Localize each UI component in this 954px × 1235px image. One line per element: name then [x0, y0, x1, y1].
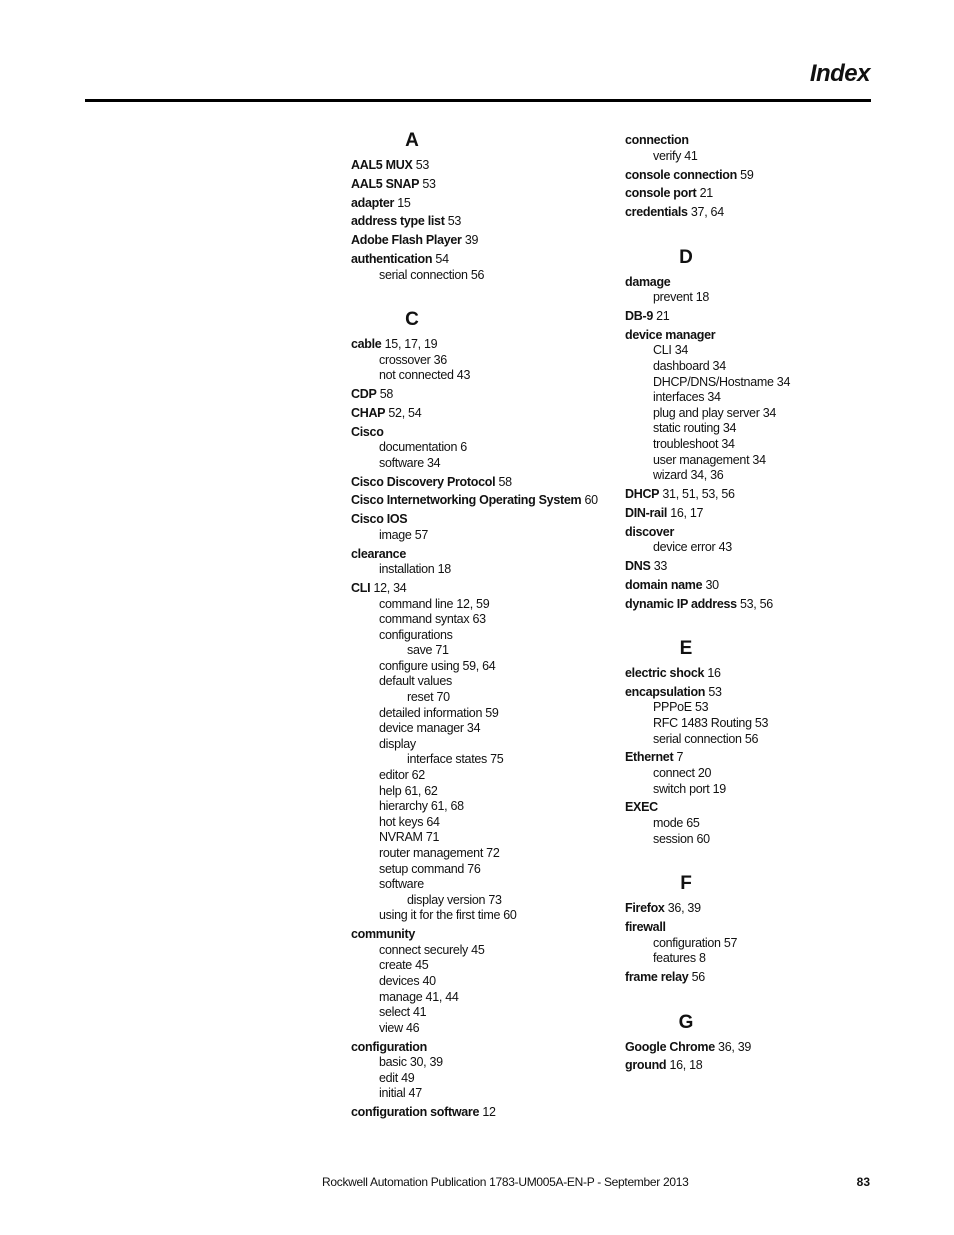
- index-section: [625, 247, 895, 612]
- index-subentry: basic 30, 39: [379, 1055, 443, 1070]
- index-subentry: hierarchy 61, 68: [379, 799, 464, 814]
- index-subsubentry: interface states 75: [407, 752, 504, 767]
- index-entry: [625, 506, 895, 522]
- index-section: [351, 130, 621, 283]
- index-subentry: connect 20: [653, 766, 712, 781]
- index-term: Adobe Flash Player: [351, 233, 462, 248]
- index-term: AAL5 SNAP: [351, 176, 420, 191]
- index-subentry: configurations: [379, 627, 453, 642]
- index-term: domain name: [625, 577, 703, 592]
- index-pages: 21: [656, 309, 670, 324]
- index-term: DHCP: [625, 487, 660, 501]
- index-term: community: [351, 927, 415, 942]
- index-pages: 31, 51, 53, 56: [662, 487, 735, 501]
- index-subentry: setup command 76: [379, 861, 481, 876]
- index-pages: 52, 54: [388, 405, 422, 420]
- index-entry: [625, 1058, 895, 1074]
- index-term: frame relay: [625, 969, 689, 984]
- index-subentry: NVRAM 71: [379, 830, 440, 845]
- index-subentry: serial connection 56: [653, 731, 759, 746]
- index-pages: 33: [653, 558, 667, 573]
- index-term: AAL5 MUX: [351, 158, 413, 172]
- index-subentry: DHCP/DNS/Hostname 34: [653, 374, 791, 389]
- index-subentry: manage 41, 44: [379, 989, 459, 1004]
- index-subentry: router management 72: [379, 846, 500, 860]
- index-pages: 53: [415, 158, 429, 172]
- index-subentry: plug and play server 34: [653, 405, 777, 420]
- index-subentry: switch port 19: [653, 781, 726, 796]
- index-entry: [625, 666, 895, 682]
- index-subentry: PPPoE 53: [653, 700, 709, 715]
- index-term: EXEC: [625, 800, 658, 815]
- index-subentry: hot keys 64: [379, 814, 440, 829]
- index-entry: [351, 425, 621, 441]
- section-letter: A: [405, 130, 419, 151]
- index-entry: [625, 168, 895, 184]
- index-pages: 58: [379, 387, 393, 402]
- index-subentry: display: [379, 736, 416, 751]
- index-section: [625, 873, 895, 985]
- index-term: credentials: [625, 205, 688, 220]
- index-subentry: image 57: [379, 527, 429, 542]
- index-entry: [351, 581, 621, 597]
- index-subentry: software 34: [379, 455, 441, 470]
- index-entry: [351, 927, 621, 943]
- index-term: console connection: [625, 167, 737, 182]
- index-term: ground: [625, 1058, 667, 1073]
- index-subentry: default values: [379, 674, 452, 689]
- index-subsubentry: save 71: [407, 643, 449, 658]
- index-term: firewall: [625, 919, 666, 934]
- index-term: console port: [625, 186, 697, 201]
- index-entry: [351, 406, 621, 422]
- index-entry: [351, 177, 621, 193]
- index-term: damage: [625, 274, 671, 289]
- section-letter: C: [405, 309, 419, 331]
- index-entry: [351, 1105, 621, 1121]
- footer-page-number: 83: [856, 1175, 870, 1189]
- index-subentry: view 46: [379, 1020, 420, 1035]
- index-pages: 53: [447, 214, 462, 229]
- page-title: Index: [809, 60, 870, 87]
- index-subentry: connect securely 45: [379, 942, 485, 957]
- index-pages: 16: [707, 666, 721, 681]
- index-term: clearance: [351, 546, 406, 561]
- index-entry: [625, 1040, 895, 1056]
- index-subentry: session 60: [653, 831, 710, 846]
- index-term: CDP: [351, 387, 377, 402]
- index-pages: 30: [705, 577, 719, 592]
- index-subentry: crossover 36: [379, 352, 447, 367]
- index-entry: [351, 214, 621, 230]
- index-entry: [625, 328, 895, 344]
- index-subentry: features 8: [653, 951, 706, 966]
- index-term: DNS: [625, 558, 651, 573]
- index-pages: 56: [691, 969, 705, 984]
- index-entry: [351, 547, 621, 563]
- index-subentry: initial 47: [379, 1086, 422, 1101]
- index-pages: 16, 18: [669, 1058, 703, 1073]
- index-subentry: software: [379, 877, 424, 892]
- index-section: [625, 133, 895, 221]
- index-pages: 12, 34: [373, 580, 407, 595]
- index-term: address type list: [351, 214, 445, 229]
- index-entry: [625, 487, 895, 503]
- index-section: [625, 1012, 895, 1074]
- index-term: authentication: [351, 251, 433, 266]
- index-subentry: serial connection 56: [379, 267, 485, 282]
- index-subentry: device error 43: [653, 540, 732, 555]
- index-subentry: command line 12, 59: [379, 596, 490, 611]
- index-pages: 60: [584, 493, 598, 508]
- index-subentry: wizard 34, 36: [653, 468, 724, 483]
- index-subentry: RFC 1483 Routing 53: [653, 716, 769, 731]
- index-entry: [625, 970, 895, 986]
- index-entry: [351, 337, 621, 353]
- index-entry: [351, 512, 621, 528]
- index-subentry: using it for the first time 60: [379, 908, 517, 923]
- index-pages: 59: [740, 167, 754, 182]
- index-entry: [625, 525, 895, 541]
- index-subentry: devices 40: [379, 973, 436, 988]
- index-pages: 15, 17, 19: [384, 337, 438, 352]
- index-term: dynamic IP address: [625, 596, 737, 611]
- index-pages: 36, 39: [667, 901, 701, 916]
- index-term: Firefox: [625, 901, 665, 916]
- index-subentry: select 41: [379, 1005, 427, 1020]
- index-subentry: command syntax 63: [379, 612, 486, 627]
- section-letter: F: [680, 873, 692, 895]
- index-section: [625, 638, 895, 847]
- index-term: Cisco IOS: [351, 512, 408, 527]
- index-subentry: device manager 34: [379, 721, 481, 736]
- section-letter: E: [679, 638, 693, 660]
- index-subentry: verify 41: [653, 148, 698, 163]
- index-entry: [351, 233, 621, 249]
- index-entry: [351, 158, 621, 174]
- index-pages: 16, 17: [670, 505, 704, 520]
- index-entry: [351, 493, 621, 509]
- index-term: adapter: [351, 195, 395, 210]
- index-term: encapsulation: [625, 684, 706, 699]
- index-pages: 39: [464, 233, 479, 248]
- index-subentry: troubleshoot 34: [653, 437, 735, 452]
- index-subentry: not connected 43: [379, 368, 471, 383]
- index-entry: [625, 597, 895, 613]
- index-term: Cisco Internetworking Operating System: [351, 493, 582, 508]
- index-term: Cisco: [351, 424, 384, 439]
- index-entry: [625, 309, 895, 325]
- index-entry: [625, 901, 895, 917]
- index-pages: 12: [482, 1105, 496, 1120]
- index-section: [351, 309, 621, 1121]
- index-term: CLI: [351, 580, 371, 595]
- index-entry: [351, 196, 621, 212]
- index-pages: 37, 64: [690, 205, 724, 220]
- index-subentry: editor 62: [379, 768, 425, 783]
- index-subentry: documentation 6: [379, 440, 467, 455]
- index-term: device manager: [625, 327, 716, 342]
- index-entry: [625, 750, 895, 766]
- index-entry: [625, 205, 895, 221]
- index-term: Ethernet: [625, 750, 674, 765]
- index-subentry: configuration 57: [653, 935, 738, 950]
- index-entry: [625, 920, 895, 936]
- index-subentry: help 61, 62: [379, 783, 438, 798]
- index-subentry: edit 49: [379, 1070, 415, 1085]
- index-term: electric shock: [625, 666, 705, 681]
- index-subentry: user management 34: [653, 452, 766, 467]
- index-subentry: configure using 59, 64: [379, 658, 496, 673]
- index-pages: 53: [422, 176, 436, 191]
- index-term: discover: [625, 524, 675, 539]
- index-column-right: [625, 130, 895, 1100]
- section-letter: G: [678, 1011, 694, 1033]
- index-column-left: [351, 130, 621, 1147]
- index-entry: [351, 1040, 621, 1056]
- index-entry: [625, 133, 895, 149]
- index-pages: 36, 39: [718, 1039, 752, 1054]
- index-term: Cisco Discovery Protocol: [351, 474, 496, 489]
- index-term: connection: [625, 133, 689, 148]
- index-subentry: mode 65: [653, 816, 700, 830]
- index-pages: 7: [676, 750, 684, 765]
- index-term: Google Chrome: [625, 1039, 715, 1054]
- section-letter: D: [679, 246, 693, 268]
- index-subentry: prevent 18: [653, 290, 710, 305]
- index-subentry: interfaces 34: [653, 390, 721, 405]
- index-subentry: installation 18: [379, 562, 451, 577]
- index-term: cable: [351, 337, 382, 352]
- index-pages: 53, 56: [739, 596, 773, 611]
- index-entry: [625, 578, 895, 594]
- index-entry: [351, 252, 621, 268]
- index-pages: 53: [708, 684, 722, 699]
- index-pages: 21: [699, 186, 713, 201]
- index-entry: [351, 387, 621, 403]
- index-entry: [351, 475, 621, 491]
- index-term: DIN-rail: [625, 505, 668, 520]
- index-subentry: CLI 34: [653, 343, 689, 358]
- index-term: configuration software: [351, 1105, 480, 1120]
- index-subsubentry: display version 73: [407, 892, 502, 907]
- index-term: DB-9: [625, 309, 653, 324]
- index-subentry: create 45: [379, 958, 429, 973]
- index-subentry: static routing 34: [653, 421, 737, 436]
- header-rule: [85, 99, 871, 102]
- index-entry: [625, 685, 895, 701]
- index-entry: [625, 559, 895, 575]
- index-pages: 54: [435, 251, 449, 266]
- index-pages: 15: [397, 195, 411, 210]
- index-subentry: detailed information 59: [379, 705, 499, 720]
- index-entry: [625, 275, 895, 291]
- footer-publication: Rockwell Automation Publication 1783-UM005A-EN-P - September 2013: [322, 1175, 689, 1189]
- index-subsubentry: reset 70: [407, 690, 450, 705]
- index-subentry: dashboard 34: [653, 359, 726, 374]
- index-term: CHAP: [351, 405, 386, 420]
- index-term: configuration: [351, 1039, 427, 1054]
- index-entry: [625, 800, 895, 816]
- index-pages: 58: [498, 474, 512, 489]
- index-entry: [625, 186, 895, 202]
